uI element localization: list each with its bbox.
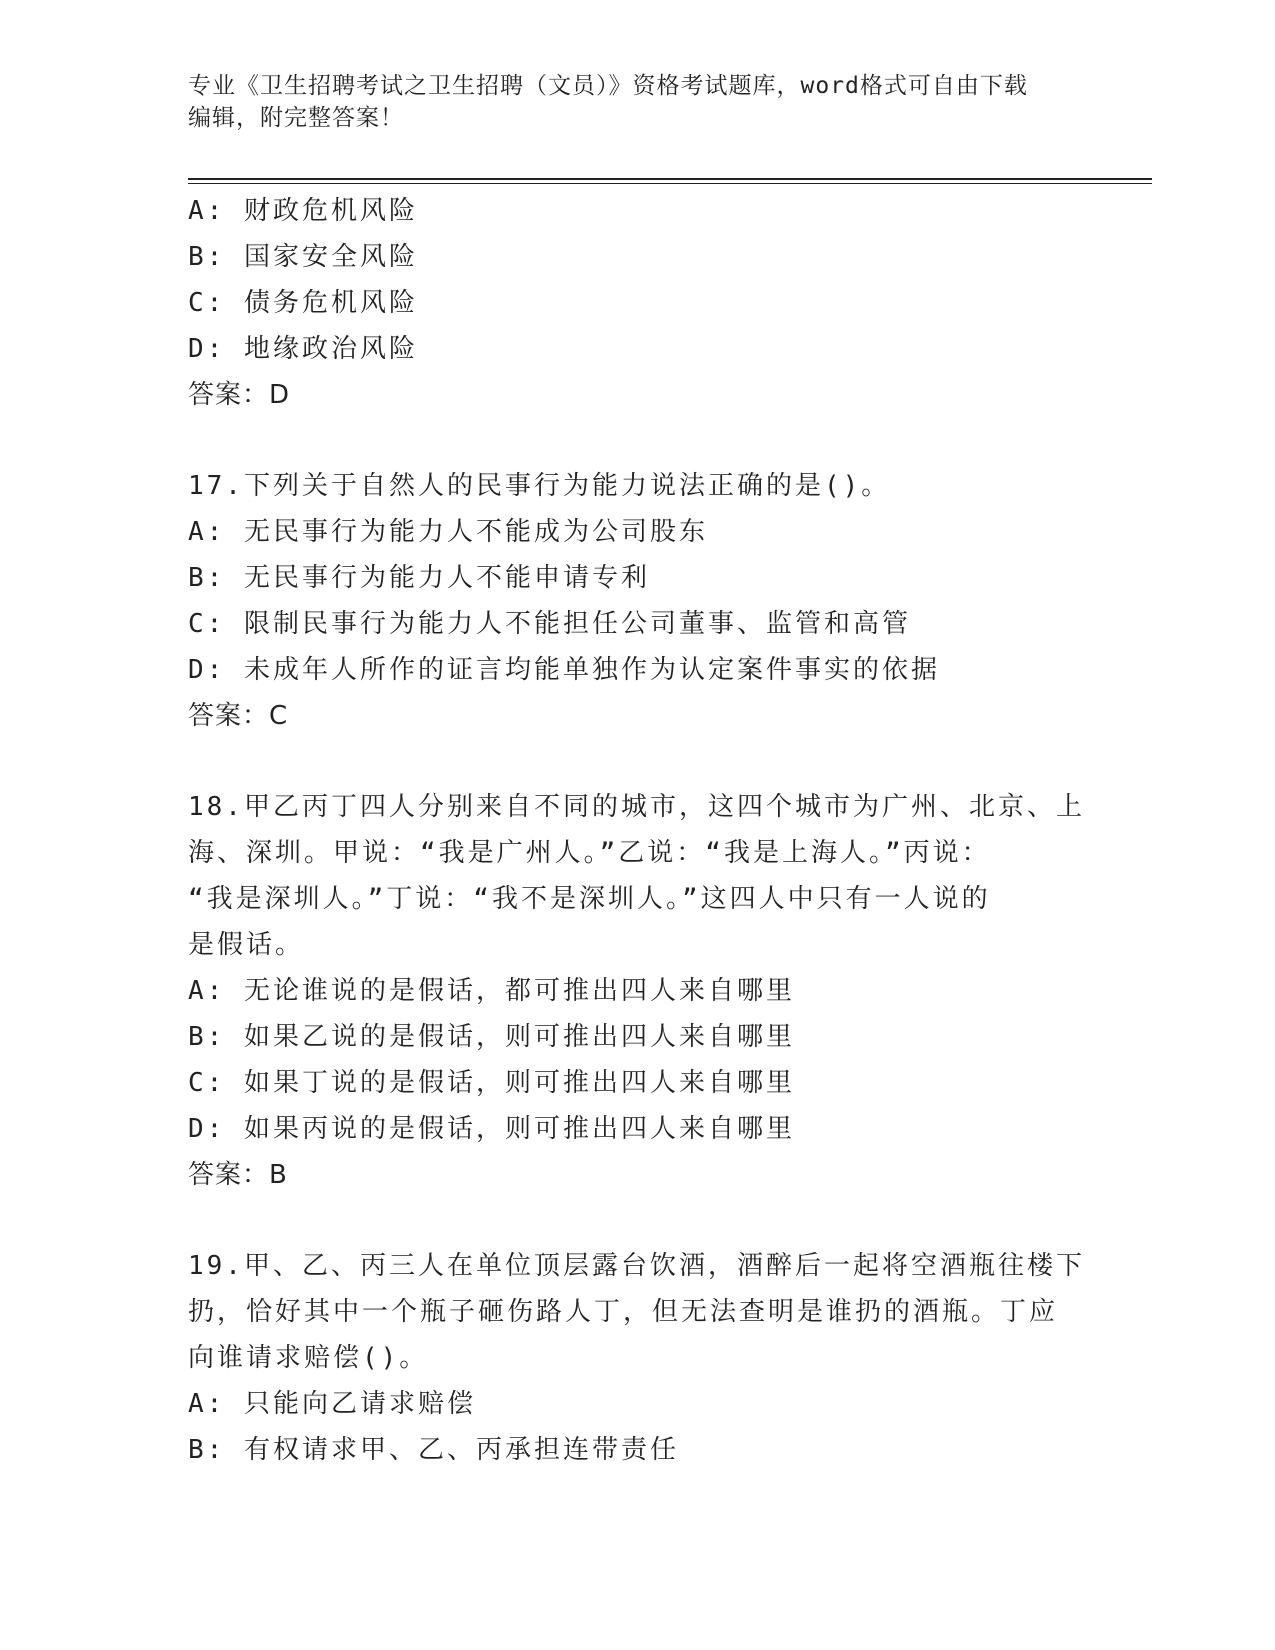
question-19: [188, 1243, 1088, 1473]
option-b: B: 有权请求甲、乙、丙承担连带责任: [188, 1435, 679, 1465]
option-b: B: 如果乙说的是假话，则可推出四人来自哪里: [188, 1022, 795, 1052]
question-stem: “我是深圳人。”丁说：“我不是深圳人。”这四人中只有一人说的: [188, 884, 991, 914]
header-divider-thick: [188, 178, 1152, 180]
option-c: C: 债务危机风险: [188, 288, 418, 318]
question-stem: 是假话。: [188, 930, 305, 960]
option-c: C: 如果丁说的是假话，则可推出四人来自哪里: [188, 1068, 795, 1098]
option-c: C: 限制民事行为能力人不能担任公司董事、监管和高管: [188, 609, 911, 639]
question-stem: 向谁请求赔偿()。: [188, 1343, 429, 1373]
option-a: A: 只能向乙请求赔偿: [188, 1389, 476, 1419]
option-b: B: 国家安全风险: [188, 242, 418, 272]
question-16: [188, 188, 1088, 418]
option-b: B: 无民事行为能力人不能申请专利: [188, 563, 650, 593]
option-d: D: 未成年人所作的证言均能单独作为认定案件事实的依据: [188, 655, 940, 685]
option-a: A: 无民事行为能力人不能成为公司股东: [188, 517, 708, 547]
option-d: D: 地缘政治风险: [188, 334, 418, 364]
question-stem: 17.下列关于自然人的民事行为能力说法正确的是()。: [188, 471, 891, 501]
question-17: [188, 463, 1088, 739]
answer: 答案：C: [188, 701, 289, 731]
header-line-2: 编辑，附完整答案！: [188, 105, 404, 131]
question-stem: 19.甲、乙、丙三人在单位顶层露台饮酒，酒醉后一起将空酒瓶往楼下: [188, 1251, 1085, 1281]
answer: 答案：B: [188, 1160, 288, 1190]
question-stem: 18.甲乙丙丁四人分别来自不同的城市，这四个城市为广州、北京、上: [188, 792, 1085, 822]
question-list: [188, 188, 1088, 1473]
option-a: A: 财政危机风险: [188, 196, 418, 226]
question-18: [188, 784, 1088, 1198]
question-stem: 扔，恰好其中一个瓶子砸伤路人丁，但无法查明是谁扔的酒瓶。丁应: [188, 1297, 1059, 1327]
answer: 答案：D: [188, 380, 291, 410]
header-divider-thin: [188, 183, 1152, 184]
option-a: A: 无论谁说的是假话，都可推出四人来自哪里: [188, 976, 795, 1006]
option-d: D: 如果丙说的是假话，则可推出四人来自哪里: [188, 1114, 795, 1144]
header-line-1: 专业《卫生招聘考试之卫生招聘（文员）》资格考试题库，word格式可自由下载: [188, 73, 1028, 99]
question-stem: 海、深圳。甲说：“我是广州人。”乙说：“我是上海人。”丙说：: [188, 838, 991, 868]
document-header: [188, 70, 1088, 134]
